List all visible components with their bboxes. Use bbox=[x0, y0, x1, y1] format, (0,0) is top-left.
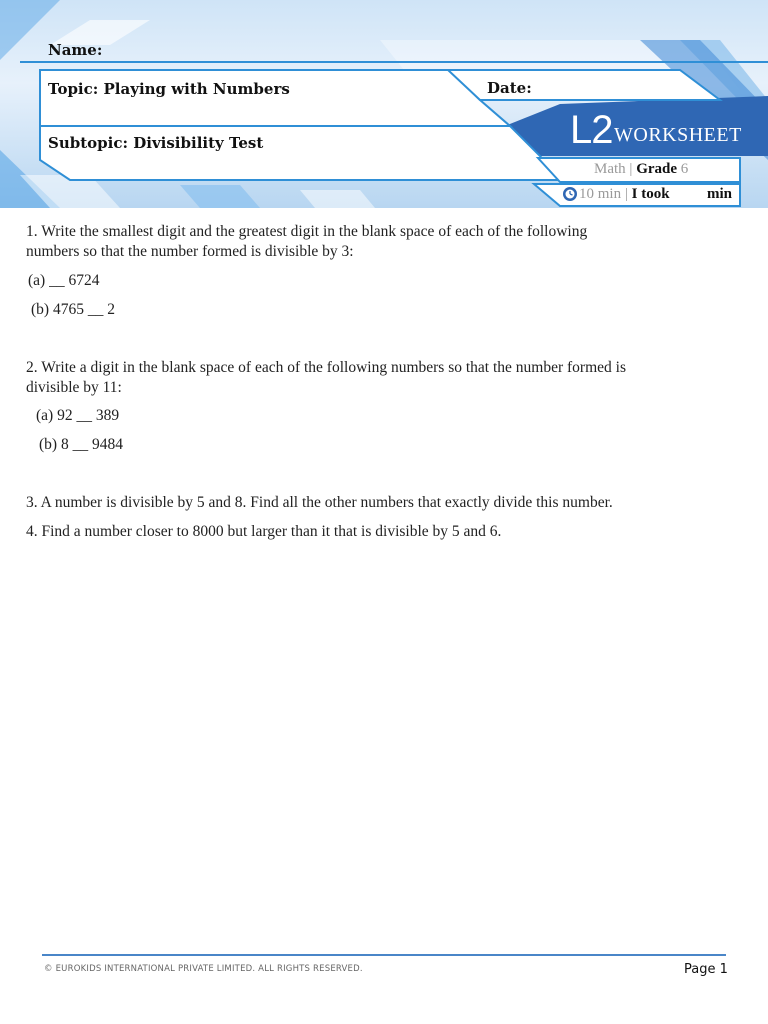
grade-value: 6 bbox=[680, 161, 689, 177]
time-value: 10 min bbox=[579, 186, 622, 202]
question-part: (b) 8 __ 9484 bbox=[39, 436, 123, 453]
question-part: (b) 4765 __ 2 bbox=[31, 301, 115, 318]
question-text: 1. Write the smallest digit and the greatest digit in the blank space of each of the following bbox=[26, 223, 588, 240]
questions bbox=[26, 222, 726, 542]
question-3 bbox=[26, 493, 726, 513]
question-text: 2. Write a digit in the blank space of each of the following numbers so that the number formed is bbox=[26, 359, 626, 376]
question-1 bbox=[26, 222, 726, 320]
clock-icon bbox=[563, 187, 577, 201]
question-part: (a) 92 __ 389 bbox=[36, 407, 120, 424]
page-number: Page 1 bbox=[684, 962, 728, 977]
question-text: 3. A number is divisible by 5 and 8. Find all the other numbers that exactly divide this number. bbox=[26, 494, 613, 511]
question-4 bbox=[26, 522, 726, 542]
question-part: (a) __ 6724 bbox=[28, 272, 100, 289]
separator-2: | bbox=[624, 186, 628, 202]
grade-row bbox=[594, 161, 688, 178]
question-text: numbers so that the number formed is divisible by 3: bbox=[26, 243, 354, 260]
topic-label: Topic: Playing with Numbers bbox=[48, 80, 290, 98]
copyright-notice: © EUROKIDS INTERNATIONAL PRIVATE LIMITED. ALL RIGHTS RESERVED. bbox=[44, 964, 363, 974]
question-2 bbox=[26, 358, 726, 455]
grade-label: Grade bbox=[636, 161, 678, 177]
i-took-label: I took bbox=[631, 186, 670, 202]
separator: | bbox=[629, 161, 633, 177]
worksheet-header bbox=[0, 0, 768, 208]
name-label: Name: bbox=[48, 41, 103, 59]
worksheet-label: WORKSHEET bbox=[614, 124, 742, 146]
question-text: 4. Find a number closer to 8000 but larger than it that is divisible by 5 and 6. bbox=[26, 523, 502, 540]
subject-label: Math bbox=[594, 161, 626, 177]
subtopic-label: Subtopic: Divisibility Test bbox=[48, 134, 264, 152]
date-label: Date: bbox=[487, 79, 532, 97]
level-badge: L2 bbox=[570, 108, 613, 152]
min-label: min bbox=[707, 186, 733, 202]
question-text: divisible by 11: bbox=[26, 379, 122, 396]
footer-divider bbox=[42, 954, 726, 956]
time-row bbox=[579, 186, 670, 203]
